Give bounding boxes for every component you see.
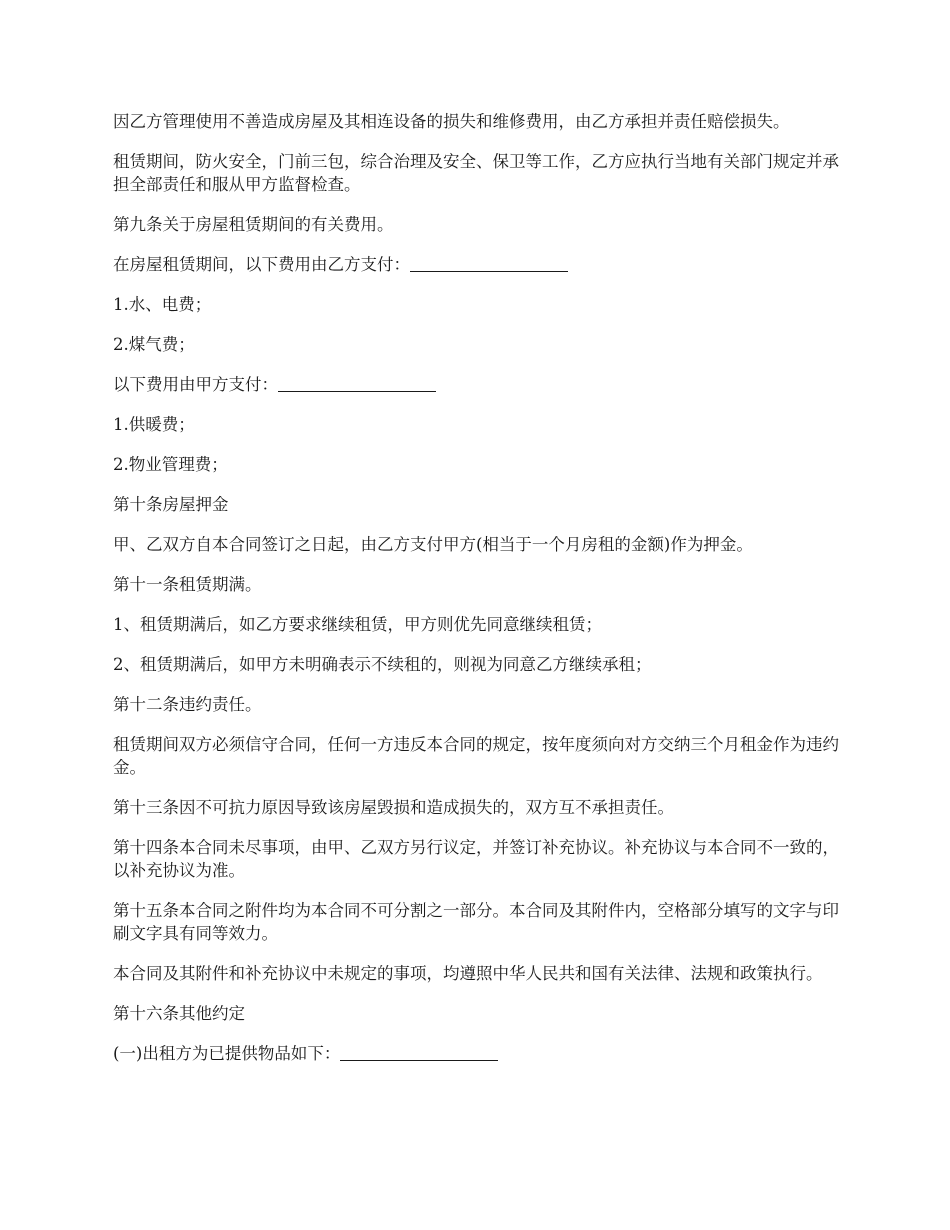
paragraph-text: 2.物业管理费； — [113, 455, 228, 474]
fill-in-blank — [340, 1044, 498, 1061]
paragraph-text: 1、租赁期满后，如乙方要求继续租赁，甲方则优先同意继续租赁； — [113, 615, 602, 634]
list-item — [113, 653, 841, 676]
article-11-heading — [113, 573, 841, 596]
paragraph-text: 第十条房屋押金 — [113, 495, 229, 514]
paragraph-text: (一)出租方为已提供物品如下： — [113, 1044, 341, 1063]
paragraph-damage-liability — [113, 110, 841, 133]
paragraph-text: 2.煤气费； — [113, 335, 195, 354]
list-item — [113, 613, 841, 636]
paragraph-text: 第九条关于房屋租赁期间的有关费用。 — [113, 215, 394, 234]
paragraph-text: 第十六条其他约定 — [113, 1004, 245, 1023]
paragraph-tenant-fees — [113, 253, 841, 276]
list-item — [113, 453, 841, 476]
paragraph-text: 第十三条因不可抗力原因导致该房屋毁损和造成损失的，双方互不承担责任。 — [113, 798, 674, 817]
paragraph-breach — [113, 733, 841, 779]
article-12-heading — [113, 693, 841, 716]
article-9-heading — [113, 213, 841, 236]
article-13-paragraph — [113, 796, 841, 819]
fill-in-blank — [410, 255, 568, 272]
paragraph-text: 甲、乙双方自本合同签订之日起，由乙方支付甲方(相当于一个月房租的金额)作为押金。 — [113, 535, 753, 554]
article-14-paragraph — [113, 836, 841, 882]
document-body — [113, 110, 841, 1082]
article-16-heading — [113, 1002, 841, 1025]
paragraph-text: 租赁期间双方必须信守合同，任何一方违反本合同的规定，按年度须向对方交纳三个月租金作为违约金。 — [113, 735, 839, 777]
paragraph-deposit — [113, 533, 841, 556]
paragraph-fire-safety — [113, 150, 841, 196]
paragraph-text: 租赁期间，防火安全，门前三包，综合治理及安全、保卫等工作，乙方应执行当地有关部门规定并承担全部责任和服从甲方监督检查。 — [113, 152, 839, 194]
article-15-paragraph — [113, 899, 841, 945]
paragraph-text: 1.供暖费； — [113, 415, 195, 434]
list-item — [113, 413, 841, 436]
list-item — [113, 333, 841, 356]
paragraph-text: 第十一条租赁期满。 — [113, 575, 262, 594]
list-item — [113, 293, 841, 316]
paragraph-text: 以下费用由甲方支付： — [113, 375, 278, 394]
paragraph-text: 第十四条本合同未尽事项，由甲、乙双方另行议定，并签订补充协议。补充协议与本合同不一致的，以补充协议为准。 — [113, 838, 839, 880]
paragraph-text: 第十二条违约责任。 — [113, 695, 262, 714]
paragraph-landlord-fees — [113, 373, 841, 396]
paragraph-text: 2、租赁期满后，如甲方未明确表示不续租的，则视为同意乙方继续承租； — [113, 655, 652, 674]
paragraph-text: 第十五条本合同之附件均为本合同不可分割之一部分。本合同及其附件内，空格部分填写的文字与印刷文字具有同等效力。 — [113, 901, 839, 943]
paragraph-provided-items — [113, 1042, 841, 1065]
paragraph-text: 1.水、电费； — [113, 295, 212, 314]
article-10-heading — [113, 493, 841, 516]
fill-in-blank — [278, 375, 436, 392]
paragraph-applicable-law — [113, 962, 841, 985]
paragraph-text: 在房屋租赁期间，以下费用由乙方支付： — [113, 255, 410, 274]
paragraph-text: 本合同及其附件和补充协议中未规定的事项，均遵照中华人民共和国有关法律、法规和政策执行。 — [113, 964, 823, 983]
paragraph-text: 因乙方管理使用不善造成房屋及其相连设备的损失和维修费用，由乙方承担并责任赔偿损失。 — [113, 112, 790, 131]
